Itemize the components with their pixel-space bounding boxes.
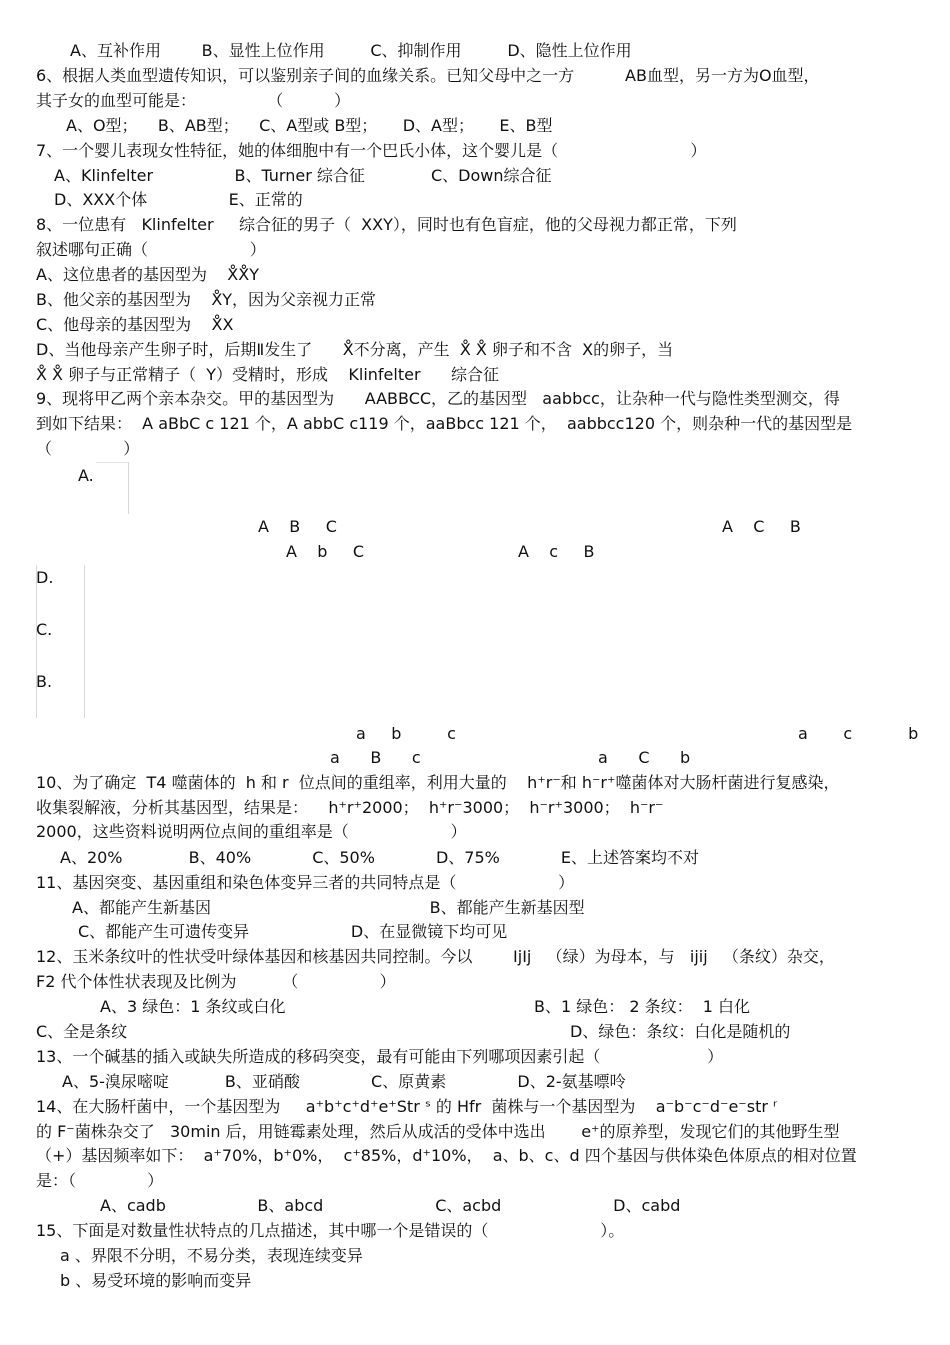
line-q12-option-a: A、3 绿色：1 条纹或白化 bbox=[100, 997, 286, 1016]
line-q5-options: A、互补作用 B、显性上位作用 C、抑制作用 D、隐性上位作用 bbox=[70, 41, 632, 60]
line-q10-stem-3: 2000，这些资料说明两位点间的重组率是（ ） bbox=[36, 822, 467, 841]
q9-option-lower-top-left: a b c bbox=[356, 724, 456, 743]
line-q6-options: A、O型； B、AB型； C、A型或 B型； D、A型； E、B型 bbox=[66, 116, 553, 135]
line-q9-stem-3: （ ） bbox=[36, 439, 140, 458]
line-q8-option-a: A、这位患者的基因型为 X̊X̊Y bbox=[36, 265, 259, 284]
line-q14-stem-1: 14、在大肠杆菌中，一个基因型为 a⁺b⁺c⁺d⁺e⁺Str ˢ 的 Hfr 菌株与一个基因型为 a⁻b⁻c⁻d⁻e⁻str ʳ bbox=[36, 1097, 778, 1116]
line-q14-stem-2: 的 F⁻菌株杂交了 30min 后，用链霉素处理，然后从成活的受体中选出 e⁺的原养型，发现它们的其他野生型 bbox=[36, 1122, 840, 1141]
q9-option-lower-bottom-right: a C b bbox=[598, 748, 691, 767]
q9-option-a-top-right: A C B bbox=[722, 517, 801, 536]
q9-option-a-bottom-right: A c B bbox=[518, 542, 595, 561]
q9-option-lower-top-right: a c b bbox=[798, 724, 919, 743]
line-q7-options-1: A、Klinfelter B、Turner 综合征 C、Down综合征 bbox=[54, 166, 552, 185]
line-q7-options-2: D、XXX个体 E、正常的 bbox=[54, 190, 303, 209]
option-dcb-bracket-line bbox=[84, 565, 85, 718]
line-q15-item-b: b 、易受环境的影响而变异 bbox=[60, 1271, 252, 1290]
line-q12-option-b: B、1 绿色： 2 条纹： 1 白化 bbox=[534, 997, 751, 1016]
line-q8-option-b: B、他父亲的基因型为 X̊Y，因为父亲视力正常 bbox=[36, 290, 377, 309]
q9-option-c-label: C. bbox=[36, 620, 53, 639]
line-q8-option-c: C、他母亲的基因型为 X̊X bbox=[36, 315, 234, 334]
line-q13-stem: 13、一个碱基的插入或缺失所造成的移码突变，最有可能由下列哪项因素引起（ ） bbox=[36, 1047, 724, 1066]
line-q14-stem-3: （+）基因频率如下： a⁺70%，b⁺0%， c⁺85%，d⁺10%， a、b、c、d 四个基因与供体染色体原点的相对位置 bbox=[36, 1146, 857, 1165]
line-q11-options-1: A、都能产生新基因 B、都能产生新基因型 bbox=[72, 898, 585, 917]
line-q8-stem-2: 叙述哪句正确（ ） bbox=[36, 240, 266, 259]
line-q12-option-d: D、绿色：条纹：白化是随机的 bbox=[570, 1022, 791, 1041]
q9-option-a-top-left: A B C bbox=[258, 517, 337, 536]
line-q14-stem-4: 是：（ ） bbox=[36, 1171, 164, 1190]
q9-option-lower-bottom-left: a B c bbox=[330, 748, 421, 767]
line-q8-stem-1: 8、一位患有 Klinfelter 综合征的男子（ XXY），同时也有色盲症，他的父母视力都正常，下列 bbox=[36, 215, 737, 234]
line-q6-stem-2: 其子女的血型可能是： （ ） bbox=[36, 91, 351, 110]
line-q7-stem: 7、一个婴儿表现女性特征，她的体细胞中有一个巴氏小体，这个婴儿是（ ） bbox=[36, 141, 707, 160]
line-q13-options: A、5-溴尿嘧啶 B、亚硝酸 C、原黄素 D、2-氨基嘌呤 bbox=[62, 1072, 626, 1091]
line-q9-stem-2: 到如下结果： A aBbC c 121 个，A abbC c119 个，aaBbcc 121 个， aabbcc120 个，则杂种一代的基因型是 bbox=[36, 414, 853, 433]
line-q15-stem: 15、下面是对数量性状特点的几点描述，其中哪一个是错误的（ ）。 bbox=[36, 1221, 625, 1240]
line-q12-option-c: C、全是条纹 bbox=[36, 1022, 128, 1041]
line-q8-option-d-2: X̊ X̊ 卵子与正常精子（ Y）受精时，形成 Klinfelter 综合征 bbox=[36, 365, 500, 384]
line-q8-option-d-1: D、当他母亲产生卵子时，后期Ⅱ发生了 X̊不分离，产生 X̊ X̊ 卵子和不含 X的卵子，当 bbox=[36, 340, 674, 359]
line-q10-stem-2: 收集裂解液，分析其基因型，结果是： h⁺r⁺2000； h⁺r⁻3000； h⁻r⁺3000； h⁻r⁻ bbox=[36, 798, 664, 817]
line-q10-stem-1: 10、为了确定 T4 噬菌体的 h 和 r 位点间的重组率，利用大量的 h⁺r⁻和 h⁻r⁺噬菌体对大肠杆菌进行复感染， bbox=[36, 773, 840, 792]
line-q15-item-a: a 、界限不分明，不易分类，表现连续变异 bbox=[60, 1246, 363, 1265]
q9-option-a-label: A. bbox=[78, 466, 94, 485]
q9-option-b-label: B. bbox=[36, 672, 53, 691]
line-q6-stem-1: 6、根据人类血型遗传知识，可以鉴别亲子间的血缘关系。已知父母中之一方 AB血型，另一方为O血型， bbox=[36, 66, 820, 85]
q9-option-d-label: D. bbox=[36, 568, 54, 587]
option-a-bracket-top bbox=[96, 462, 128, 463]
q9-option-a-bottom-left: A b C bbox=[286, 542, 365, 561]
option-a-bracket-line bbox=[128, 462, 129, 514]
line-q11-stem: 11、基因突变、基因重组和染色体变异三者的共同特点是（ ） bbox=[36, 873, 575, 892]
line-q12-stem-1: 12、玉米条纹叶的性状受叶绿体基因和核基因共同控制。今以 IjIj （绿）为母本，与 ijij （条纹）杂交， bbox=[36, 947, 835, 966]
line-q10-options: A、20% B、40% C、50% D、75% E、上述答案均不对 bbox=[60, 848, 699, 867]
line-q9-stem-1: 9、现将甲乙两个亲本杂交。甲的基因型为 AABBCC，乙的基因型 aabbcc，让杂种一代与隐性类型测交，得 bbox=[36, 389, 840, 408]
line-q14-options: A、cadb B、abcd C、acbd D、cabd bbox=[100, 1196, 681, 1215]
line-q11-options-2: C、都能产生可遗传变异 D、在显微镜下均可见 bbox=[78, 922, 508, 941]
line-q12-stem-2: F2 代个体性状表现及比例为 （ ） bbox=[36, 972, 396, 991]
